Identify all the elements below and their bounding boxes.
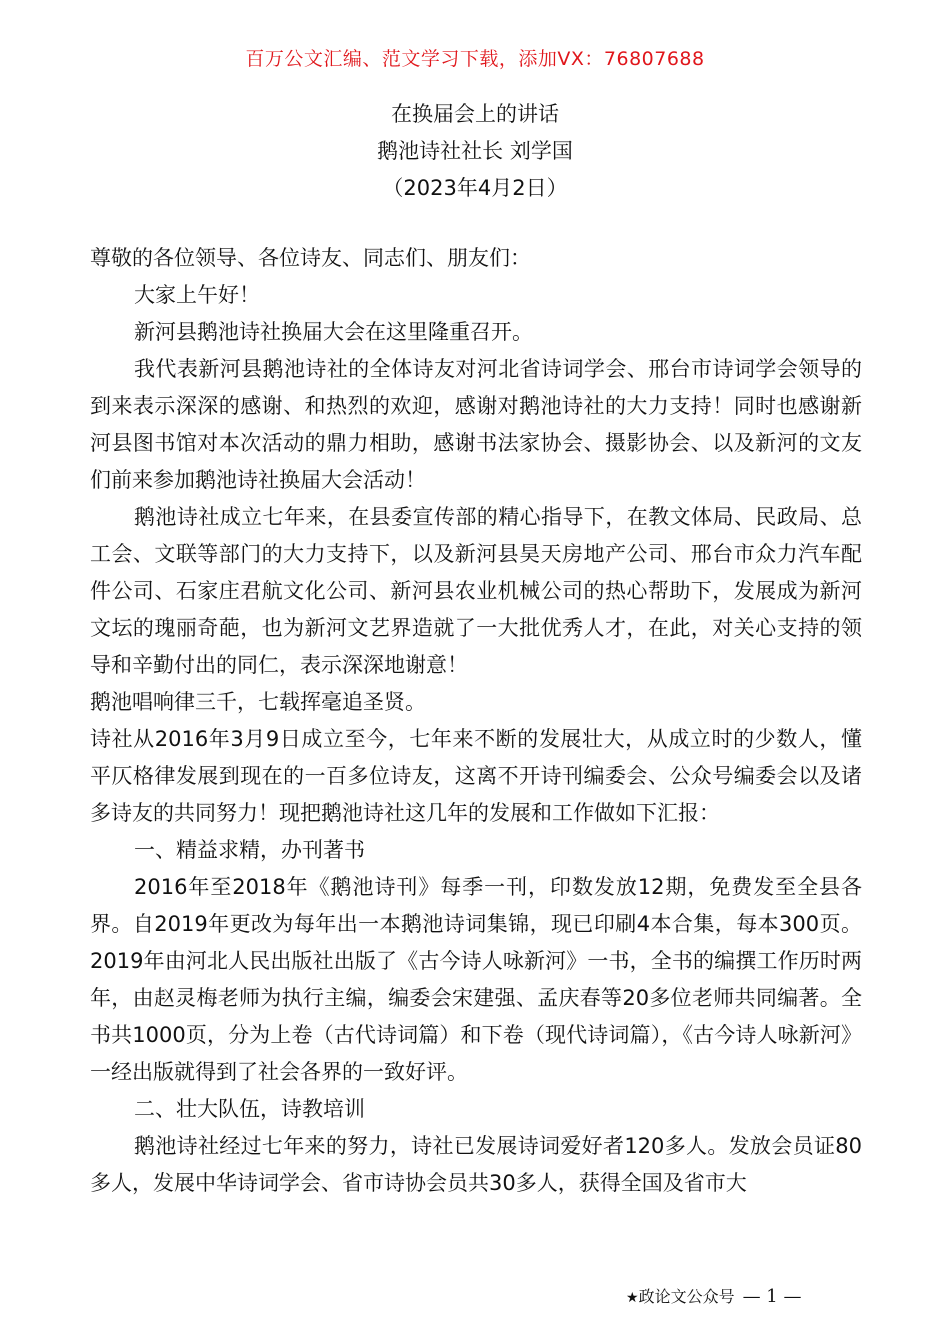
paragraph-opening: 新河县鹅池诗社换届大会在这里隆重召开。 [134, 320, 533, 344]
footer-label: 政论文公众号 [638, 1287, 735, 1306]
speech-body [90, 240, 862, 1202]
paragraph-history: 诗社从2016年3月9日成立至今，七年来不断的发展壮大，从成立时的少数人，懂平仄格律发展到现在的一百多位诗友，这离不开诗刊编委会、公众号编委会以及诸多诗友的共同努力！现把鹅池诗社这几年的发展和工作做如下汇报： [90, 727, 862, 825]
document-header [0, 96, 950, 207]
poem-line: 鹅池唱响律三千，七载挥毫追圣贤。 [90, 690, 426, 714]
paragraph-thanks: 我代表新河县鹅池诗社的全体诗友对河北省诗词学会、邢台市诗词学会领导的到来表示深深的感谢、和热烈的欢迎，感谢对鹅池诗社的大力支持！同时也感谢新河县图书馆对本次活动的鼎力相助，感谢书法家协会、摄影协会、以及新河的文友们前来参加鹅池诗社换届大会活动！ [90, 357, 862, 492]
download-banner: 百万公文汇编、范文学习下载，添加VX：76807688 [245, 48, 705, 70]
page-number: — 1 — [742, 1286, 802, 1307]
speech-author: 鹅池诗社社长 刘学国 [377, 139, 573, 163]
paragraph-support: 鹅池诗社成立七年来，在县委宣传部的精心指导下，在教文体局、民政局、总工会、文联等部门的大力支持下，以及新河县昊天房地产公司、邢台市众力汽车配件公司、石家庄君航文化公司、新河县农业机械公司的热心帮助下，发展成为新河文坛的瑰丽奇葩，也为新河文艺界造就了一大批优秀人才，在此，对关心支持的领导和辛勤付出的同仁，表示深深地谢意！ [90, 505, 862, 677]
star-icon: ★ [626, 1290, 639, 1306]
paragraph-membership: 鹅池诗社经过七年来的努力，诗社已发展诗词爱好者120多人。发放会员证80多人，发展中华诗词学会、省市诗协会员共30多人，获得全国及省市大 [90, 1134, 862, 1195]
section-heading-1: 一、精益求精，办刊著书 [134, 838, 365, 862]
paragraph-publications: 2016年至2018年《鹅池诗刊》每季一刊，印数发放12期，免费发至全县各界。自2019年更改为每年出一本鹅池诗词集锦，现已印刷4本合集，每本300页。2019年由河北人民出版社出版了《古今诗人咏新河》一书，全书的编撰工作历时两年，由赵灵梅老师为执行主编，编委会宋建强、孟庆春等20多位老师共同编著。全书共1000页，分为上卷（古代诗词篇）和下卷（现代诗词篇），《古今诗人咏新河》一经出版就得到了社会各界的一致好评。 [90, 875, 862, 1084]
speech-date: （2023年4月2日） [382, 176, 568, 200]
greeting: 大家上午好！ [134, 283, 260, 307]
section-heading-2: 二、壮大队伍，诗教培训 [134, 1097, 365, 1121]
page-footer [626, 1284, 801, 1307]
salutation: 尊敬的各位领导、各位诗友、同志们、朋友们： [90, 246, 531, 270]
speech-title: 在换届会上的讲话 [391, 102, 559, 126]
